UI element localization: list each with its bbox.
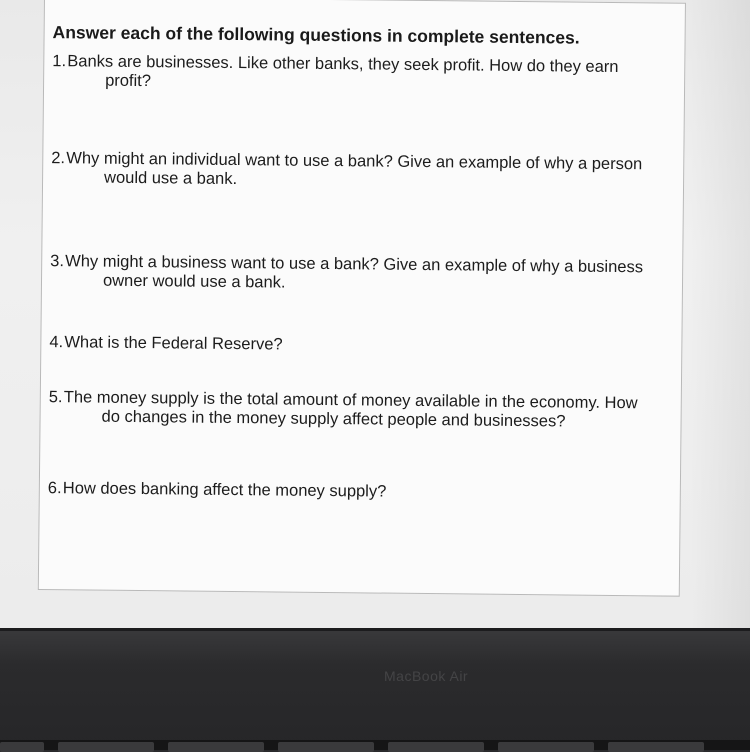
- laptop-brand-label: MacBook Air: [384, 668, 469, 684]
- laptop-bezel: [0, 628, 750, 750]
- keyboard-key: [278, 742, 374, 752]
- question-text: How does banking affect the money supply?: [62, 479, 387, 501]
- question-1: [52, 52, 682, 97]
- question-text: Why might a business want to use a bank? Give an example of why a business: [65, 252, 644, 277]
- keyboard-key: [58, 742, 154, 752]
- keyboard-key: [0, 742, 44, 752]
- question-text: What is the Federal Reserve?: [64, 333, 283, 354]
- question-number: 2.: [51, 149, 66, 168]
- question-6: [48, 479, 678, 505]
- question-text-continued: do changes in the money supply affect people and businesses?: [101, 407, 566, 431]
- screen-shadow: [690, 0, 750, 628]
- question-2: [51, 149, 681, 194]
- keyboard-key: [608, 742, 704, 752]
- question-3: [50, 252, 680, 297]
- keyboard-key: [498, 742, 594, 752]
- question-text-continued: owner would use a bank.: [102, 271, 286, 292]
- question-text-continued: profit?: [105, 71, 152, 91]
- keyboard-key: [168, 742, 264, 752]
- question-number: 6.: [47, 479, 62, 498]
- question-number: 3.: [50, 252, 65, 271]
- worksheet-panel: [38, 0, 686, 597]
- question-text: Why might an individual want to use a bank? Give an example of why a person: [66, 149, 643, 174]
- screen-edge: [0, 628, 750, 631]
- question-text-continued: would use a bank.: [104, 168, 238, 189]
- question-text: The money supply is the total amount of money available in the economy. How: [63, 388, 638, 413]
- keyboard-key: [388, 742, 484, 752]
- question-number: 1.: [52, 52, 67, 71]
- question-number: 4.: [49, 333, 64, 352]
- instructions-heading: Answer each of the following questions in complete sentences.: [52, 22, 580, 48]
- question-text: Banks are businesses. Like other banks, they seek profit. How do they earn: [67, 52, 619, 77]
- question-5: [48, 388, 678, 433]
- question-4: [49, 333, 679, 359]
- question-number: 5.: [48, 388, 63, 407]
